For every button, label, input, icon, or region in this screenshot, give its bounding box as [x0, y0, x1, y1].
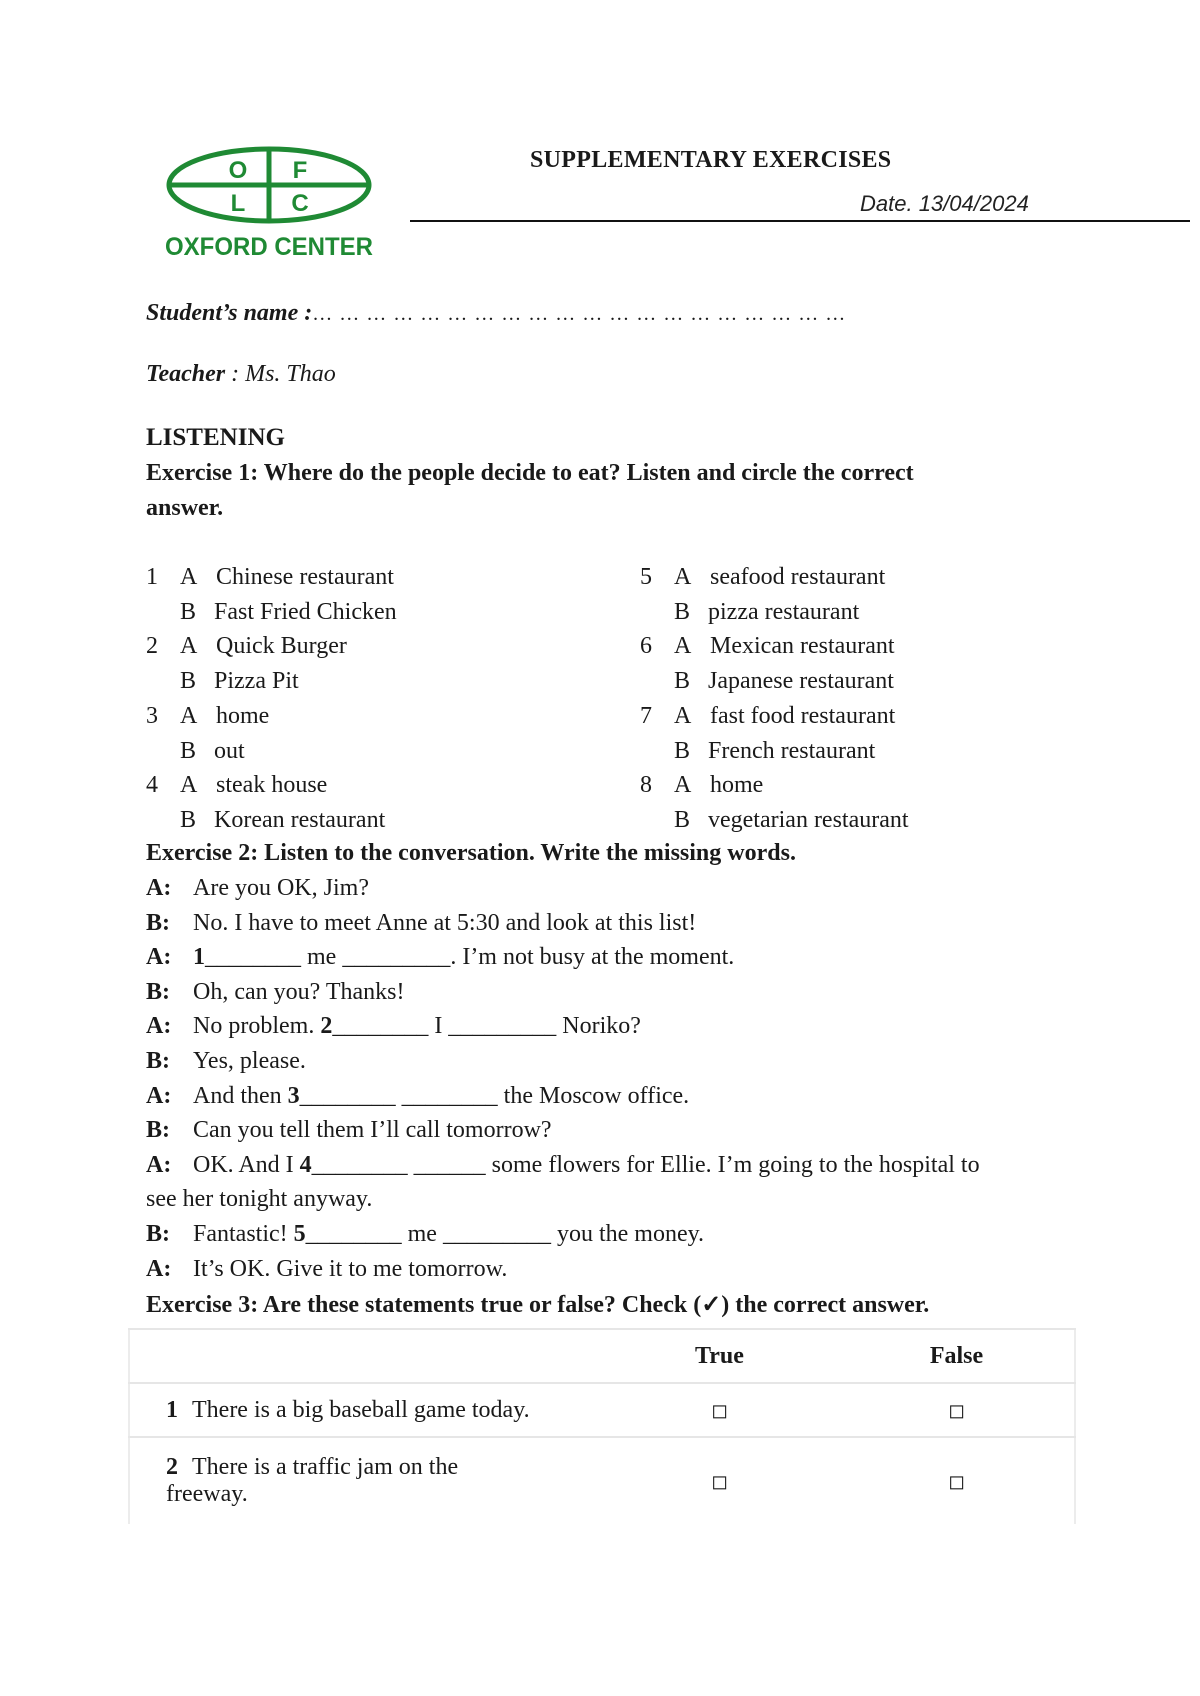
option-letter-a[interactable]: A: [180, 633, 198, 660]
exercise2-title: Exercise 2: Listen to the conversation. Write the missing words.: [146, 840, 796, 866]
speaker-label: A:: [146, 1151, 172, 1178]
option-a-text[interactable]: home: [216, 702, 270, 729]
statement-2: 2 There is a traffic jam on the freeway.: [129, 1437, 600, 1524]
speaker-label: B:: [146, 1048, 170, 1074]
dialogue-line: Fantastic! 5________ me _________ you the money.: [193, 1221, 705, 1247]
teacher-line: [146, 361, 336, 388]
dialogue-line: see her tonight anyway.: [146, 1186, 373, 1213]
option-a-text[interactable]: Chinese restaurant: [216, 564, 394, 590]
svg-text:C: C: [291, 190, 309, 217]
option-letter-a[interactable]: A: [674, 564, 692, 590]
oxford-center-logo: [163, 145, 383, 267]
dialogue-line: Oh, can you? Thanks!: [193, 978, 405, 1005]
option-letter-b[interactable]: B: [674, 668, 691, 695]
option-a-text[interactable]: Mexican restaurant: [710, 633, 895, 660]
dialogue-line: And then 3________ ________ the Moscow office.: [193, 1082, 690, 1109]
table-row: [129, 1437, 1075, 1524]
teacher-label: Teacher: [146, 361, 226, 387]
speaker-label: A:: [146, 1082, 172, 1109]
dialogue-line: OK. And I 4________ ______ some flowers for Ellie. I’m going to the hospital to: [193, 1151, 980, 1178]
speaker-label: A:: [146, 944, 172, 971]
exercise1-title-cont: answer.: [146, 495, 224, 521]
dialogue-line: No. I have to meet Anne at 5:30 and look at this list!: [193, 909, 697, 936]
student-name-blank[interactable]: … … … … … … … … … … … … … … … … … … … …: [312, 303, 847, 325]
speaker-label: A:: [146, 1255, 172, 1282]
option-b-text[interactable]: Korean restaurant: [214, 806, 386, 833]
false-checkbox-1[interactable]: ◻: [839, 1383, 1075, 1437]
student-name-line: [146, 300, 846, 327]
question-number: 3: [146, 702, 158, 729]
option-letter-a[interactable]: A: [674, 633, 692, 660]
option-letter-b[interactable]: B: [180, 598, 197, 625]
exercise1-title: Exercise 1: Where do the people decide to eat? Listen and circle the correct: [146, 460, 914, 486]
section-title: LISTENING: [146, 424, 285, 451]
speaker-label: A:: [146, 1013, 172, 1040]
option-letter-a[interactable]: A: [180, 772, 198, 799]
question-number: 1: [146, 564, 158, 590]
speaker-label: B:: [146, 1117, 170, 1144]
table-header-row: [129, 1329, 1075, 1383]
option-a-text[interactable]: fast food restaurant: [710, 702, 896, 729]
true-false-table: [128, 1328, 1076, 1524]
option-a-text[interactable]: Quick Burger: [216, 633, 347, 660]
svg-text:OXFORD CENTER: OXFORD CENTER: [165, 233, 373, 261]
option-letter-b[interactable]: B: [180, 737, 197, 764]
question-number: 4: [146, 772, 158, 799]
question-number: 2: [146, 633, 158, 660]
student-name-label: Student’s name :: [146, 300, 313, 326]
col-false-header: False: [839, 1329, 1075, 1383]
table-header-blank: [129, 1329, 600, 1383]
header-divider: [410, 220, 1190, 222]
document-title: SUPPLEMENTARY EXERCISES: [530, 147, 892, 173]
option-letter-b[interactable]: B: [674, 806, 691, 833]
option-letter-a[interactable]: A: [674, 702, 692, 729]
speaker-label: B:: [146, 1221, 170, 1247]
teacher-name: : Ms. Thao: [225, 361, 336, 387]
option-letter-b[interactable]: B: [674, 737, 691, 764]
option-b-text[interactable]: out: [214, 737, 245, 764]
table-row: [129, 1383, 1075, 1437]
option-a-text[interactable]: home: [710, 772, 764, 799]
dialogue-line: 1________ me _________. I’m not busy at the moment.: [193, 944, 735, 971]
speaker-label: A:: [146, 875, 172, 901]
option-letter-a[interactable]: A: [180, 564, 198, 590]
svg-text:O: O: [228, 157, 248, 184]
dialogue-line: Can you tell them I’ll call tomorrow?: [193, 1117, 552, 1144]
option-b-text[interactable]: French restaurant: [708, 737, 876, 764]
speaker-label: B:: [146, 978, 170, 1005]
svg-text:L: L: [230, 190, 246, 217]
option-b-text[interactable]: Pizza Pit: [214, 668, 299, 695]
option-letter-b[interactable]: B: [180, 668, 197, 695]
option-b-text[interactable]: Japanese restaurant: [708, 668, 894, 695]
option-letter-b[interactable]: B: [180, 806, 197, 833]
option-a-text[interactable]: steak house: [216, 772, 328, 799]
document-date: Date. 13/04/2024: [860, 191, 1029, 216]
dialogue-line: It’s OK. Give it to me tomorrow.: [193, 1255, 508, 1282]
option-b-text[interactable]: pizza restaurant: [708, 598, 860, 625]
option-b-text[interactable]: vegetarian restaurant: [708, 806, 909, 833]
question-number: 7: [640, 702, 652, 729]
true-checkbox-1[interactable]: ◻: [600, 1383, 839, 1437]
question-number: 8: [640, 772, 652, 799]
false-checkbox-2[interactable]: ◻: [839, 1437, 1075, 1524]
option-b-text[interactable]: Fast Fried Chicken: [214, 598, 397, 625]
option-letter-a[interactable]: A: [674, 772, 692, 799]
dialogue-line: No problem. 2________ I _________ Noriko?: [193, 1013, 641, 1040]
svg-text:F: F: [292, 157, 308, 184]
option-letter-b[interactable]: B: [674, 598, 691, 625]
col-true-header: True: [600, 1329, 839, 1383]
option-letter-a[interactable]: A: [180, 702, 198, 729]
speaker-label: B:: [146, 909, 170, 936]
dialogue-line: Yes, please.: [193, 1048, 306, 1074]
option-a-text[interactable]: seafood restaurant: [710, 564, 886, 590]
statement-1: 1 There is a big baseball game today.: [129, 1383, 600, 1437]
question-number: 6: [640, 633, 652, 660]
dialogue-line: Are you OK, Jim?: [193, 875, 369, 901]
true-checkbox-2[interactable]: ◻: [600, 1437, 839, 1524]
question-number: 5: [640, 564, 652, 590]
exercise3-title: Exercise 3: Are these statements true or false? Check (✓) the correct answer.: [146, 1292, 930, 1318]
